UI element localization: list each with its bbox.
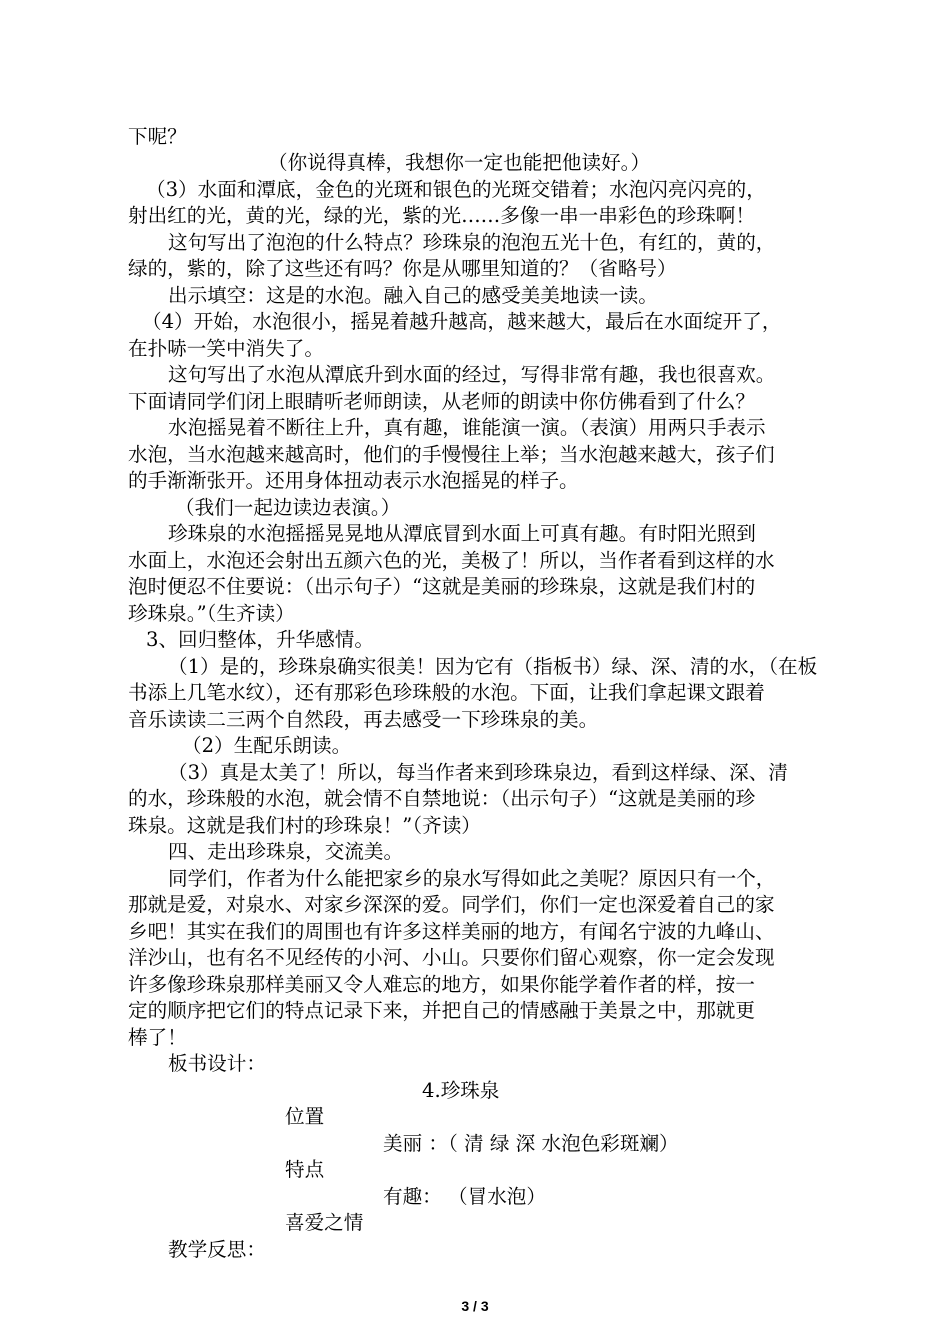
section-heading: 3、回归整体，升华感情。	[146, 628, 374, 651]
reflection-heading: 教学反思：	[168, 1238, 266, 1261]
text-line: 这句写出了泡泡的什么特点？珍珠泉的泡泡五光十色，有红的，黄的，	[168, 231, 776, 254]
board-line-beauty: 美丽 ：（ 清 绿 深 水泡色彩斑斓）	[383, 1132, 679, 1155]
page-number: 3 / 3	[461, 1298, 489, 1314]
board-label-feature: 特点	[285, 1158, 325, 1181]
text-line: 音乐读读二三两个自然段，再去感受一下珍珠泉的美。	[128, 708, 599, 731]
text-line: 下面请同学们闭上眼睛听老师朗读，从老师的朗读中你仿佛看到了什么？	[128, 390, 755, 413]
board-design-heading: 板书设计：	[168, 1052, 266, 1075]
text-line: （我们一起边读边表演。）	[175, 496, 401, 519]
text-line: （你说得真棒，我想你一定也能把他读好。）	[268, 151, 651, 174]
text-line: 同学们，作者为什么能把家乡的泉水写得如此之美呢？原因只有一个，	[168, 867, 776, 890]
text-line: 棒了！	[128, 1026, 187, 1049]
text-line: 泡时便忍不住要说：（出示句子）“这就是美丽的珍珠泉，这就是我们村的	[128, 575, 756, 598]
text-line: 那就是爱，对泉水、对家乡深深的爱。同学们，你们一定也深爱着自己的家	[128, 893, 775, 916]
text-line: 在扑哧一笑中消失了。	[128, 337, 324, 360]
text-line: 水泡，当水泡越来越高时，他们的手慢慢往上举；当水泡越来越大，孩子们	[128, 443, 775, 466]
board-label-position: 位置	[285, 1105, 325, 1128]
text-line: （2）生配乐朗读。	[182, 734, 352, 757]
text-line: 绿的，紫的，除了这些还有吗？你是从哪里知道的？（省略号）	[128, 257, 677, 280]
section-heading: 四、走出珍珠泉，交流美。	[168, 840, 404, 863]
board-label-love: 喜爱之情	[285, 1211, 364, 1234]
text-line: （3）真是太美了！所以，每当作者来到珍珠泉边，看到这样绿、深、清	[168, 761, 788, 784]
text-line: （4）开始，水泡很小，摇晃着越升越高，越来越大，最后在水面绽开了，	[142, 310, 782, 333]
text-line: 射出红的光，黄的光，绿的光，紫的光……多像一串一串彩色的珍珠啊！	[128, 204, 755, 227]
text-line: 出示填空：这是的水泡。融入自己的感受美美地读一读。	[168, 284, 658, 307]
text-line: 珠泉。这就是我们村的珍珠泉！”（齐读）	[128, 814, 481, 837]
board-line-fun: 有趣： （冒水泡）	[383, 1185, 546, 1208]
text-line: 下呢？	[128, 125, 187, 148]
text-line: 书添上几笔水纹），还有那彩色珍珠般的水泡。下面，让我们拿起课文跟着	[128, 681, 765, 704]
board-title: 4.珍珠泉	[422, 1079, 500, 1102]
text-line: 水泡摇晃着不断往上升，真有趣，谁能演一演。（表演）用两只手表示	[168, 416, 766, 439]
text-line: 的水，珍珠般的水泡，就会情不自禁地说：（出示句子）“这就是美丽的珍	[128, 787, 756, 810]
text-line: 这句写出了水泡从潭底升到水面的经过，写得非常有趣，我也很喜欢。	[168, 363, 776, 386]
text-line: 珍珠泉的水泡摇摇晃晃地从潭底冒到水面上可真有趣。有时阳光照到	[168, 522, 756, 545]
text-line: 珍珠泉。”（生齐读）	[128, 602, 295, 625]
text-line: 许多像珍珠泉那样美丽又令人难忘的地方，如果你能学着作者的样，按一	[128, 973, 755, 996]
text-line: 水面上，水泡还会射出五颜六色的光，美极了！所以，当作者看到这样的水	[128, 549, 775, 572]
text-line: （1）是的，珍珠泉确实很美！因为它有（指板书）绿、深、清的水，（在板	[168, 655, 818, 678]
text-line: 洋沙山，也有名不见经传的小河、小山。只要你们留心观察，你一定会发现	[128, 946, 775, 969]
text-line: 定的顺序把它们的特点记录下来，并把自己的情感融于美景之中，那就更	[128, 999, 755, 1022]
text-line: （3）水面和潭底，金色的光斑和银色的光斑交错着；水泡闪亮闪亮的，	[146, 178, 766, 201]
text-line: 的手渐渐张开。还用身体扭动表示水泡摇晃的样子。	[128, 469, 579, 492]
text-line: 乡吧！其实在我们的周围也有许多这样美丽的地方，有闻名宁波的九峰山、	[128, 920, 775, 943]
